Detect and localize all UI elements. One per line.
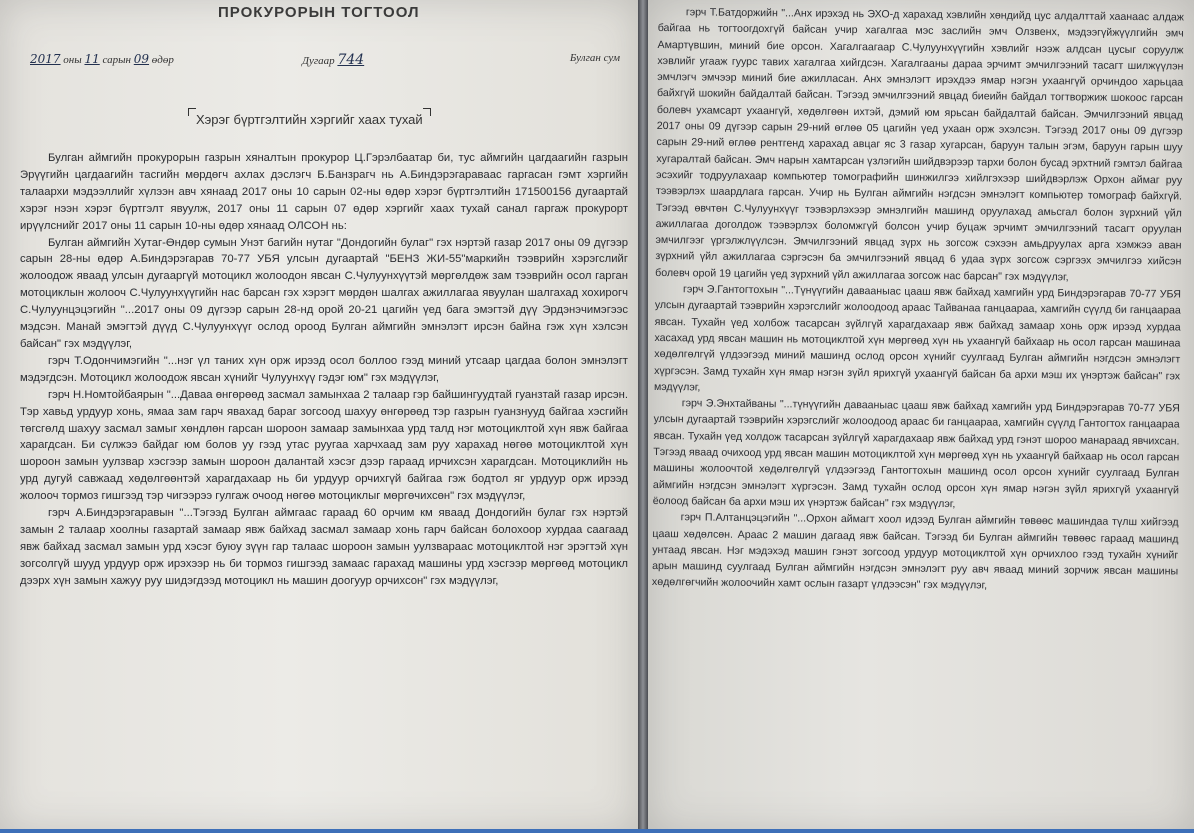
date-month: 11	[84, 52, 100, 66]
right-page	[648, 0, 1194, 833]
number-value: 744	[337, 52, 365, 68]
left-paragraph: гэрч Н.Номтойбаярын "...Даваа өнгөрөөд засмал замынхаа 2 талаар гэр байшингуудтай гуанзтай газар ирсэн. Тэр хавьд урдуур хонь, ямаа зам гарч явахад бараг зогсоод шахуу өнгөрөөд тэр газрын гуанзнууд байгаа хэсгийн төгсгөлд шахуу засмал замыг хөндлөн гарсан шороон замаар замынхаа урд талд нэг мотоциклтой хүн явж байгаа харагдсан. Би сүлжээ байдаг юм болов уу гээд утас руугаа харчхаад зам руу харахад нөгөө мотоциклтой хүн шороон замын уулзвар хэсгээр замын шороон далантай хэсэг дээр гараад ирчихсэн харагдсан. Мотоциклийн нь урд дугуй савжаад хөдөлгөөнтэй харагдахаар нь би урдуур орчихгүй байгаа гэж бодтол яг урдуур орж ирээд жолооч тормоз гишгээд тэр чигээрээ гулгаж очоод нөгөө мотоциклыг мөргөчихсөн" гэх мэдүүлэг,	[20, 388, 628, 503]
right-paragraph: гэрч Э.Энхтайваны "...түнүүгийн давааныас цааш явж байхад хамгийн урд Биндэрэгарав 70-77 УБЯ улсын дугаартай тээврийн хэрэгслийг жолоодоод араас би ганцаараа, хамгийн сүүлд Гантогтох ганцаараа явсан. Тухайн үед холдож тасарсан зүйлгүй харагдахаар явж байхад урд гэнэт шороо манараад явчихсан. Тэгээд явaад очихоод урд явсан машин мотоциклтой хүн мөргөөд хүн нь ухаангүй байхаар нь осол гарсан машины жолоочтой хөдөлгөлгүй үлдээгээд Гантогтохын машинд осол орсон хүнийг суулгаад Булган аймгийн нэгдсэн эмнэлэгт хүргэсэн. Замд тухайн ослод орсон хүн ямар нэгэн зүйл ярихгүй ухаангүй ёолоод байсан ба архи мэш их үнэртэж байсан" гэх мэдүүлэг,	[652, 397, 1180, 511]
date-month-suffix: сарын	[102, 54, 132, 66]
date-year-suffix: оны	[63, 54, 82, 66]
right-paragraph: гэрч Т.Батдоржийн "...Анх ирэхэд нь ЭХО-д харахад хэвлийн хөндийд цус алдалттай хаанаас алдаж байгаа нь тогтоогдохгүй байсан учир хагалгаа мэс заслийн эмч Олзвенх, мэдээгүйжүүлгийн эмч Амартүвшин, миний бие орсон. Хагалгаагаар С.Чулуунхүүгийн хэвлийг нээж алдсан цусыг соруулж хэвлийг угааж гуурс тавих хагалгаа хийгдсэн. Хагалгааны дараа эрчимт эмчилгээний тасагт шилжүүлэн эмчлэгч эмчээр миний бие ажилласан. Анх эмнэлэгт ирэхдээ ямар нэгэн ухаангүй орчиндоо харьцаа байхгүй шокийн байдалтай байсан. Тэгээд эмчилгээний явцад биеийн байдал тогтворжиж шокоос гарсан болевч ухамсарт ухаангүй, хөдөлгөөн ихтэй, дэмий юм ярьсан байдалтай байсан. Эмчилгээний явцад 2017 оны 09 дүгээр сарын 29-ний өглөө 05 цагийн үед ухаан орж эхэлсэн. Тэгээд 2017 оны 09 дүгээр сарын 29-ний өглөө рентгенд харахад авцаг яс 3 газар хугарсан, баруун талын эгэм, баруун гарын шуу хугаралтай байсан. Эмч нарын хамтарсан үзлэгийн шийдвэрээр тархи болон бусад эрхтний гэмтэл байгаа эсэхийг тодруулахаар компьютер томографийн шинжилгээ хийлгэхээр шийдвэрлэж Орхон аймаг руу тээвэрлэх шаардлага гарсан. Учир нь Булган аймгийн нэгдсэн эмнэлэгт компьютер томограф байхгүй. Тэгээд өвчтөн С.Чулуунхүүг тээвэрлэхээр эмнэлгийн машинд оруулахад амьсгал болон зүрхний үйл ажиллагаа доголдож тээвэрлэх боломжгүй болсон учир буцаж эрчимт эмчилгээний тасагт оруулан эмчилгээг үргэлжлүүлсэн. Эмчилгээний явцад зүрх нь зогсож сэхээн амьдруулах арга хэмжээ аван зүрхний үйл ажиллагаа сэргэсэн ба эмчилгээний явцад 6 удаа зүрх зогсож сэргээх эмчилгээ хийсэн болевч орой 19 цагийн үед зүрхний үйл ажиллагаа зогсож нас барсан" гэх мэдүүлэг,	[655, 6, 1184, 284]
left-body-text	[20, 150, 628, 590]
page-fold	[638, 0, 648, 833]
date-year: 2017	[30, 52, 61, 66]
document-date	[30, 52, 174, 66]
document-subject	[196, 112, 423, 127]
right-paragraph: гэрч Э.Гантогтохын "...Түнүүгийн давааныас цааш явж байхад хамгийн урд Биндэрэгарав 70-77 УБЯ улсын дугаартай тээврийн хэрэгслийг жолоодоод араас Тайванаа ганцаараа, хамгийн сүүлд би ганцаараа явсан. Тухайн үед холбож тасарсан зүйлгүй харагдахаар явж байхад замаар хонь орж ирээд хурдаа хасахад урд явсан машин нь мотоциклтой хүн мөргөөд хүн нь ухаангүй байхаар нь осол гарсан машинаа хөдөлгөлгүй үлдээгээд миний машинд ослод орсон хүнийг суулгаад Булган аймгийн нэгдсэн эмнэлэгт хүргэсэн. Замд тухайн хүн ямар нэгэн зүйл ярихгүй ухаангүй байсан ба архи мэш их үнэртэж байсан" гэх мэдүүлэг,	[653, 283, 1182, 394]
bottom-edge-strip	[0, 829, 1194, 833]
date-day-suffix: өдөр	[151, 54, 174, 66]
subject-bracket-right	[423, 108, 431, 116]
left-paragraph: гэрч А.Биндэрэгаравын "...Тэгээд Булган аймгаас гараад 60 орчим км явaад Дондогийн булаг гэх нэртэй замын 2 талаар хоолны газартай замаар явж байхад засмал замаар хонь гарч байсан болохоор хурдаа саагаад явж байхад засмал замын урд хэсэг буюу зүүн гар талаас шороон замын уулзвараас мотоциклтой нэг эрэгтэй хүн зогсолгүй шууд урдуур орж ирэхээр нь би тормоз гишгээд замаас гарахад машины урд хэсгээр мөргөөд мотоцикл дээрх хүн замын хажуу руу шидэгдээд мотоцикл нь машин доогуур орчихсон" гэх мэдүүлэг,	[20, 507, 628, 587]
subject-text: Хэрэг бүртгэлтийн хэргийг хаах тухай	[196, 112, 423, 127]
right-body-text	[652, 4, 1184, 596]
left-paragraph: гэрч Т.Одончимэгийн "...нэг үл таних хүн орж ирээд осол боллоо гээд миний утсаар цагдаа болон эмнэлэгт мэдэгдсэн. Мотоцикл жолоодож явсан хүнийг Чулуунхүү гэдэг юм" гэх мэдүүлэг,	[20, 354, 628, 384]
document-place: Булган сум	[569, 52, 620, 64]
right-paragraph: гэрч П.Алтанцэцэгийн "...Орхон аймагт хоол идээд Булган аймгийн төвөөс машиндаа түлш хийгээд цааш хөдөлсөн. Араас 2 машин дагаад явж байсан. Тэгээд би Булган аймгийн төвөөс гараад машинд унтаад явсан. Нэг мэдэхэд машин гэнэт зогсоод урдуур мотоциклтой хүн орчихлоо гээд тухайн хүнийг арын машинд суулгаад Булган аймгийн нэгдсэн эмнэлэгт руу авч явaад миний зорчиж явсан машины хөдөлгөгчийн жолоочийн хамт ослын газарт үлдээсэн" гэх мэдүүлэг,	[651, 511, 1179, 592]
number-label: Дугаар	[302, 55, 335, 67]
document-number	[302, 52, 364, 68]
left-paragraph: Булган аймгийн Хутаг-Өндөр сумын Унэт багийн нутаг "Дондогийн булаг" гэх нэртэй газар 2017 оны 09 дүгээр сарын 28-ны өдөр А.Биндэрэгарав 70-77 УБЯ улсын дугаартай "БЕНЗ ЖИ-55"маркийн тээврийн хэрэгслийг жолоодож явaад улсын дугааргүй мотоцикл жолоодон явсан С.Чулуунхүүтэй мөргөлдөж зам тээврийн осол гарган мотоциклын жолооч С.Чулуунхүүгийн нас барсан гэх хэрэгт мөрдөн шалгах ажиллагаа явуулан шалгахад хохирогч С.Чулуунцэцэгийн "...2017 оны 09 дүгээр сарын 28-нд орой 20-21 цагийн үед бага эмэгтэй дүү Эрдэнэчимэгээс мэдсэн. Манай эмэгтэй дүүд С.Чулуунхүүг ослод ороод Булган аймгийн эмнэлэгт ирсэн байна гэж хүн хэлсэн байсан" гэх мэдүүлэг,	[20, 236, 628, 350]
document-header-title: ПРОКУРОРЫН ТОГТООЛ	[218, 4, 420, 21]
document-meta-row	[30, 52, 620, 72]
left-paragraph: Булган аймгийн прокурорын газрын хяналтын прокурор Ц.Гэрэлбаатар би, тус аймгийн цагдаагийн газрын Эрүүгийн цагдаагийн тасгийн мөрдөгч ахлах дэслэгч Б.Банзрагч нь А.Биндэрэгаравааc гаргасан гэмт хэргийн талаархи мэдээллийг хүлээн авч хянаад 2017 оны 10 сарын 02-ны өдөр хэрэг бүртгэлтийн 171500156 дугаартай хэрэг нээн хэрэг бүртгэлт явуулж, 2017 оны 11 сарын 07 өдөр хэргийг хаах тухай санал гаргаж прокурорт ирүүлснийг 2017 оны 11 сарын 10-ны өдөр хянаад ОЛСОН нь:	[20, 152, 628, 232]
date-day: 09	[133, 52, 150, 66]
subject-bracket-left	[188, 108, 196, 116]
